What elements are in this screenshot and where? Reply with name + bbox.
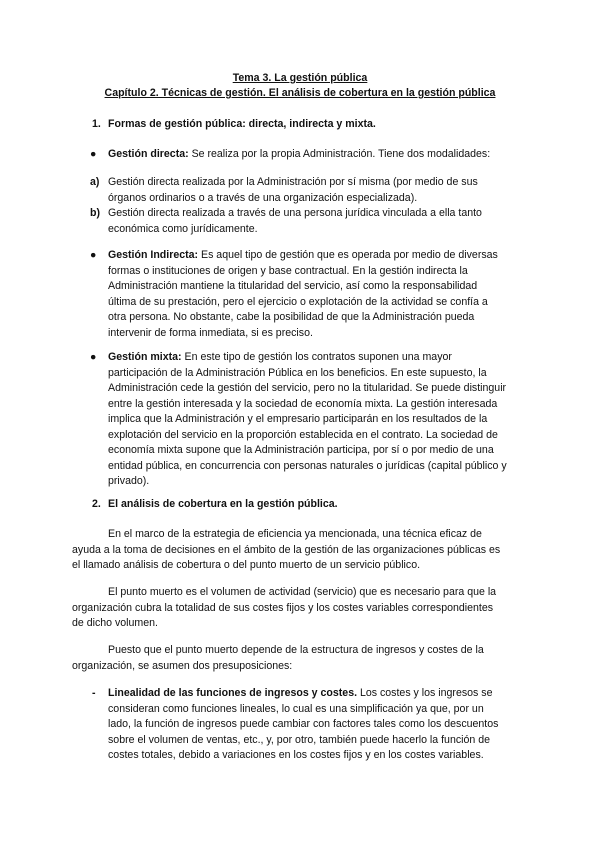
paragraph-line: el llamado análisis de cobertura o del punto muerto de un servicio público.	[72, 559, 421, 571]
gestion-indirecta-line: intervenir de forma inmediata, si es preciso.	[108, 326, 313, 339]
paragraph-line: El punto muerto es el volumen de actividad (servicio) que es necesario para que la	[108, 586, 497, 598]
paragraph-3	[72, 643, 484, 674]
gestion-mixta-line: privado).	[108, 475, 150, 487]
gestion-directa-term: Gestión directa:	[108, 148, 189, 160]
chapter-subtitle: Capítulo 2. Técnicas de gestión. El análisis de cobertura en la gestión pública	[104, 87, 496, 99]
marker-b: b)	[90, 207, 100, 219]
section-1-number: 1.	[92, 118, 101, 130]
dash-linealidad: -	[92, 687, 96, 699]
modalidad-b-line: económica como jurídicamente.	[108, 222, 258, 235]
gestion-mixta-first-line	[108, 350, 507, 366]
gestion-mixta-text: En este tipo de gestión los contratos suponen una mayor	[181, 351, 452, 363]
gestion-mixta-line: entidad pública, en concurrencia con personas naturales o jurídicas (capital público y	[108, 459, 507, 472]
gestion-indirecta-text: Es aquel tipo de gestión que es operada por medio de diversas	[198, 249, 498, 261]
gestion-indirecta-line: formas o instituciones de origen y base contractual. En la gestión indirecta la	[108, 264, 468, 277]
paragraph-line: En el marco de la estrategia de eficiencia ya mencionada, una técnica eficaz de	[108, 528, 482, 540]
gestion-mixta-term: Gestión mixta:	[108, 351, 182, 363]
linealidad-line: sobre el volumen de ventas, etc., y, por otro, también puede hacerlo la función de	[108, 733, 490, 746]
gestion-mixta-line: Administración cede la gestión del servicio, pero no la titularidad. Se puede distinguir	[108, 382, 507, 394]
gestion-directa-line	[108, 147, 490, 163]
linealidad-term: Linealidad de las funciones de ingresos y costes.	[108, 687, 358, 699]
modalidad-a-line: Gestión directa realizada por la Administración por sí misma (por medio de sus	[108, 176, 478, 188]
gestion-indirecta-paragraph	[108, 248, 498, 341]
gestion-mixta-line: economía mixta supone que la Administración participa, por sí o por medio de una	[108, 444, 494, 456]
paragraph-line: ayuda a la toma de decisiones en el ámbito de la gestión de las organizaciones públicas es	[72, 543, 501, 556]
modalidad-a-line: órganos ordinarios o a través de una organización especializada).	[108, 191, 418, 204]
linealidad-line: consideran como funciones lineales, lo cual es una simplificación ya que, por un	[108, 702, 484, 715]
linealidad-first-line	[108, 686, 498, 702]
paragraph-1	[72, 527, 500, 574]
gestion-indirecta-line: última de su prestación, pero el ejercicio o explotación de la actividad se confía a	[108, 295, 488, 308]
linealidad-line: costes totales, debido a variaciones en los costes fijos y en los costes variables.	[108, 749, 484, 761]
gestion-indirecta-line: Administración mantiene la titularidad del servicio, así como la responsabilidad	[108, 280, 478, 292]
marker-a: a)	[90, 176, 100, 188]
modalidad-b-line: Gestión directa realizada a través de una persona jurídica vinculada a ella tanto	[108, 207, 482, 219]
gestion-indirecta-first-line	[108, 248, 498, 264]
section-2-heading: El análisis de cobertura en la gestión pública.	[108, 498, 338, 510]
modalidad-a	[108, 175, 478, 206]
paragraph-line: de dicho volumen.	[72, 617, 158, 629]
bullet-indirecta: ●	[90, 249, 97, 261]
gestion-directa-text: Se realiza por la propia Administración. Tiene dos modalidades:	[188, 148, 491, 160]
linealidad-line: lado, la función de ingresos puede cambiar con factores tales como los descuentos	[108, 718, 499, 730]
gestion-mixta-line: explotación del servicio en la proporción establecida en el contrato. La sociedad de	[108, 428, 498, 441]
modalidad-b	[108, 206, 482, 237]
paragraph-line: organización cubra la totalidad de sus costes fijos y los costes variables correspondientes	[72, 601, 494, 614]
linealidad-text: Los costes y los ingresos se	[357, 687, 493, 699]
section-1-heading: Formas de gestión pública: directa, indirecta y mixta.	[108, 118, 376, 130]
gestion-mixta-line: implica que la Administración y el empresario participarán en los resultados de la	[108, 413, 488, 425]
gestion-indirecta-term: Gestión Indirecta:	[108, 249, 199, 261]
gestion-mixta-paragraph	[108, 350, 507, 490]
bullet-mixta: ●	[90, 351, 97, 363]
bullet-directa: ●	[90, 148, 97, 160]
gestion-mixta-line: participación de la Administración Pública en los beneficios. En este supuesto, la	[108, 366, 487, 379]
document-title: Tema 3. La gestión pública	[232, 72, 368, 84]
paragraph-2	[72, 585, 496, 632]
paragraph-line: organización, se asumen dos presuposiciones:	[72, 659, 293, 672]
gestion-indirecta-line: otra persona. No obstante, cabe la posibilidad de que la Administración pueda	[108, 311, 475, 323]
paragraph-line: Puesto que el punto muerto depende de la estructura de ingresos y costes de la	[108, 644, 484, 656]
gestion-mixta-line: entre la gestión interesada y la sociedad de economía mixta. La gestión interesada	[108, 397, 498, 410]
section-2-number: 2.	[92, 498, 101, 510]
linealidad-paragraph	[108, 686, 498, 764]
